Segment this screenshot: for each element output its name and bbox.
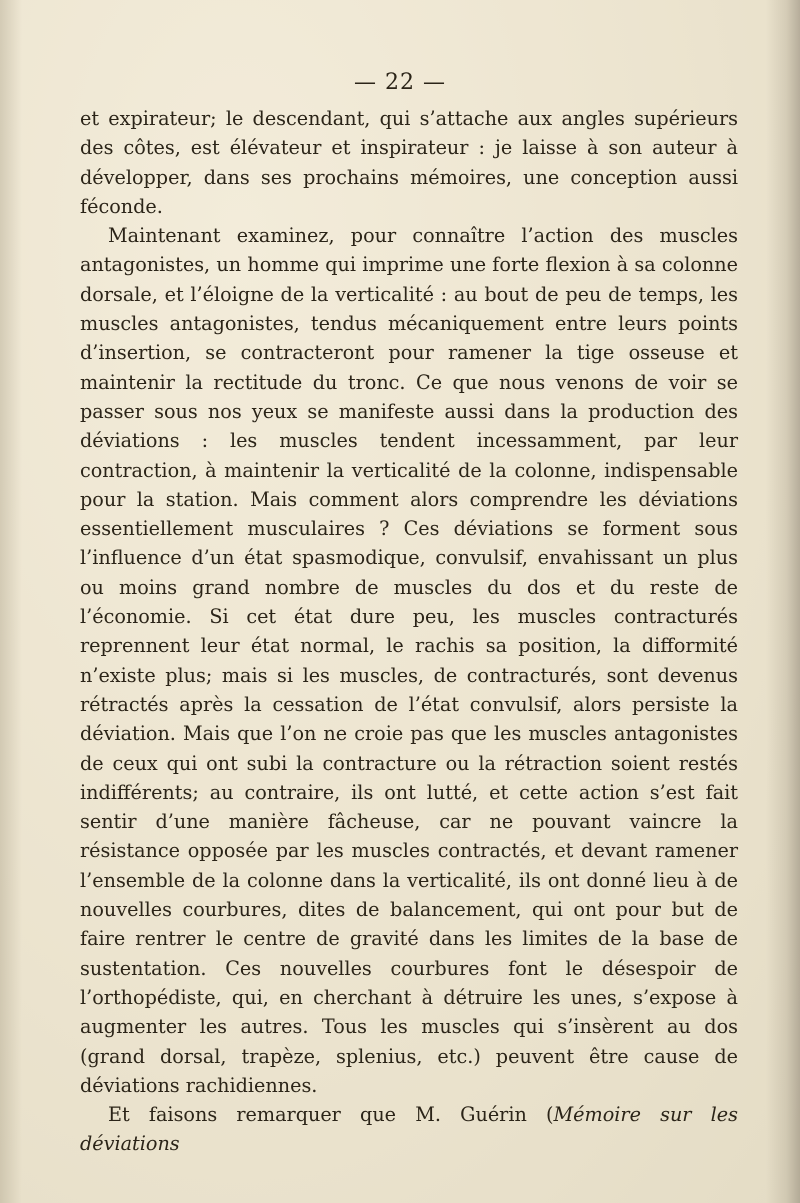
page-left-edge: [0, 0, 22, 1203]
page-right-shadow: [766, 0, 800, 1203]
paragraph-3: [80, 1100, 738, 1159]
paragraph-2: Maintenant examinez, pour connaître l’action des muscles antagonistes, un homme qui imprime une forte flexion à sa colonne dorsale, et l’éloigne de la verticalité : au bout de peu de temps, les muscles antagonistes, tendus mécaniquement entre leurs points d’insertion, se contracteront pour ramener la tige osseuse et maintenir la rectitude du tronc. Ce que nous venons de voir se passer sous nos yeux se manifeste aussi dans la production des déviations : les muscles tendent incessamment, par leur contraction, à maintenir la verticalité de la colonne, indispensable pour la station. Mais comment alors comprendre les déviations essentiellement musculaires ? Ces déviations se forment sous l’influence d’un état spasmodique, convulsif, envahissant un plus ou moins grand nombre de muscles du dos et du reste de l’économie. Si cet état dure peu, les muscles contracturés reprennent leur état normal, le rachis sa position, la difformité n’existe plus; mais si les muscles, de contracturés, sont devenus rétractés après la cessation de l’état convulsif, alors persiste la déviation. Mais que l’on ne croie pas que les muscles antagonistes de ceux qui ont subi la contracture ou la rétraction soient restés indifférents; au contraire, ils ont lutté, et cette action s’est fait sentir d’une manière fâcheuse, car ne pouvant vaincre la résistance opposée par les muscles contractés, et devant ramener l’ensemble de la colonne dans la verticalité, ils ont donné lieu à de nouvelles courbures, dites de balancement, qui ont pour but de faire rentrer le centre de gravité dans les limites de la base de sustentation. Ces nouvelles courbures font le désespoir de l’orthopédiste, qui, en cherchant à détruire les unes, s’expose à augmenter les autres. Tous les muscles qui s’insèrent au dos (grand dorsal, trapèze, splenius, etc.) peuvent être cause de déviations rachidiennes.: [80, 224, 738, 1097]
paragraph-3-italic-title: Mémoire sur les déviations: [80, 1103, 739, 1156]
body-text: [80, 104, 738, 1159]
paragraph-3-text: Et faisons remarquer que M. Guérin (: [108, 1103, 554, 1127]
page-number: — 22 —: [354, 70, 446, 95]
paragraph-1: et expirateur; le descendant, qui s’attache aux angles supérieurs des côtes, est élévateur et inspirateur : je laisse à son auteur à développer, dans ses prochains mémoires, une conception aussi féconde.: [80, 107, 738, 218]
